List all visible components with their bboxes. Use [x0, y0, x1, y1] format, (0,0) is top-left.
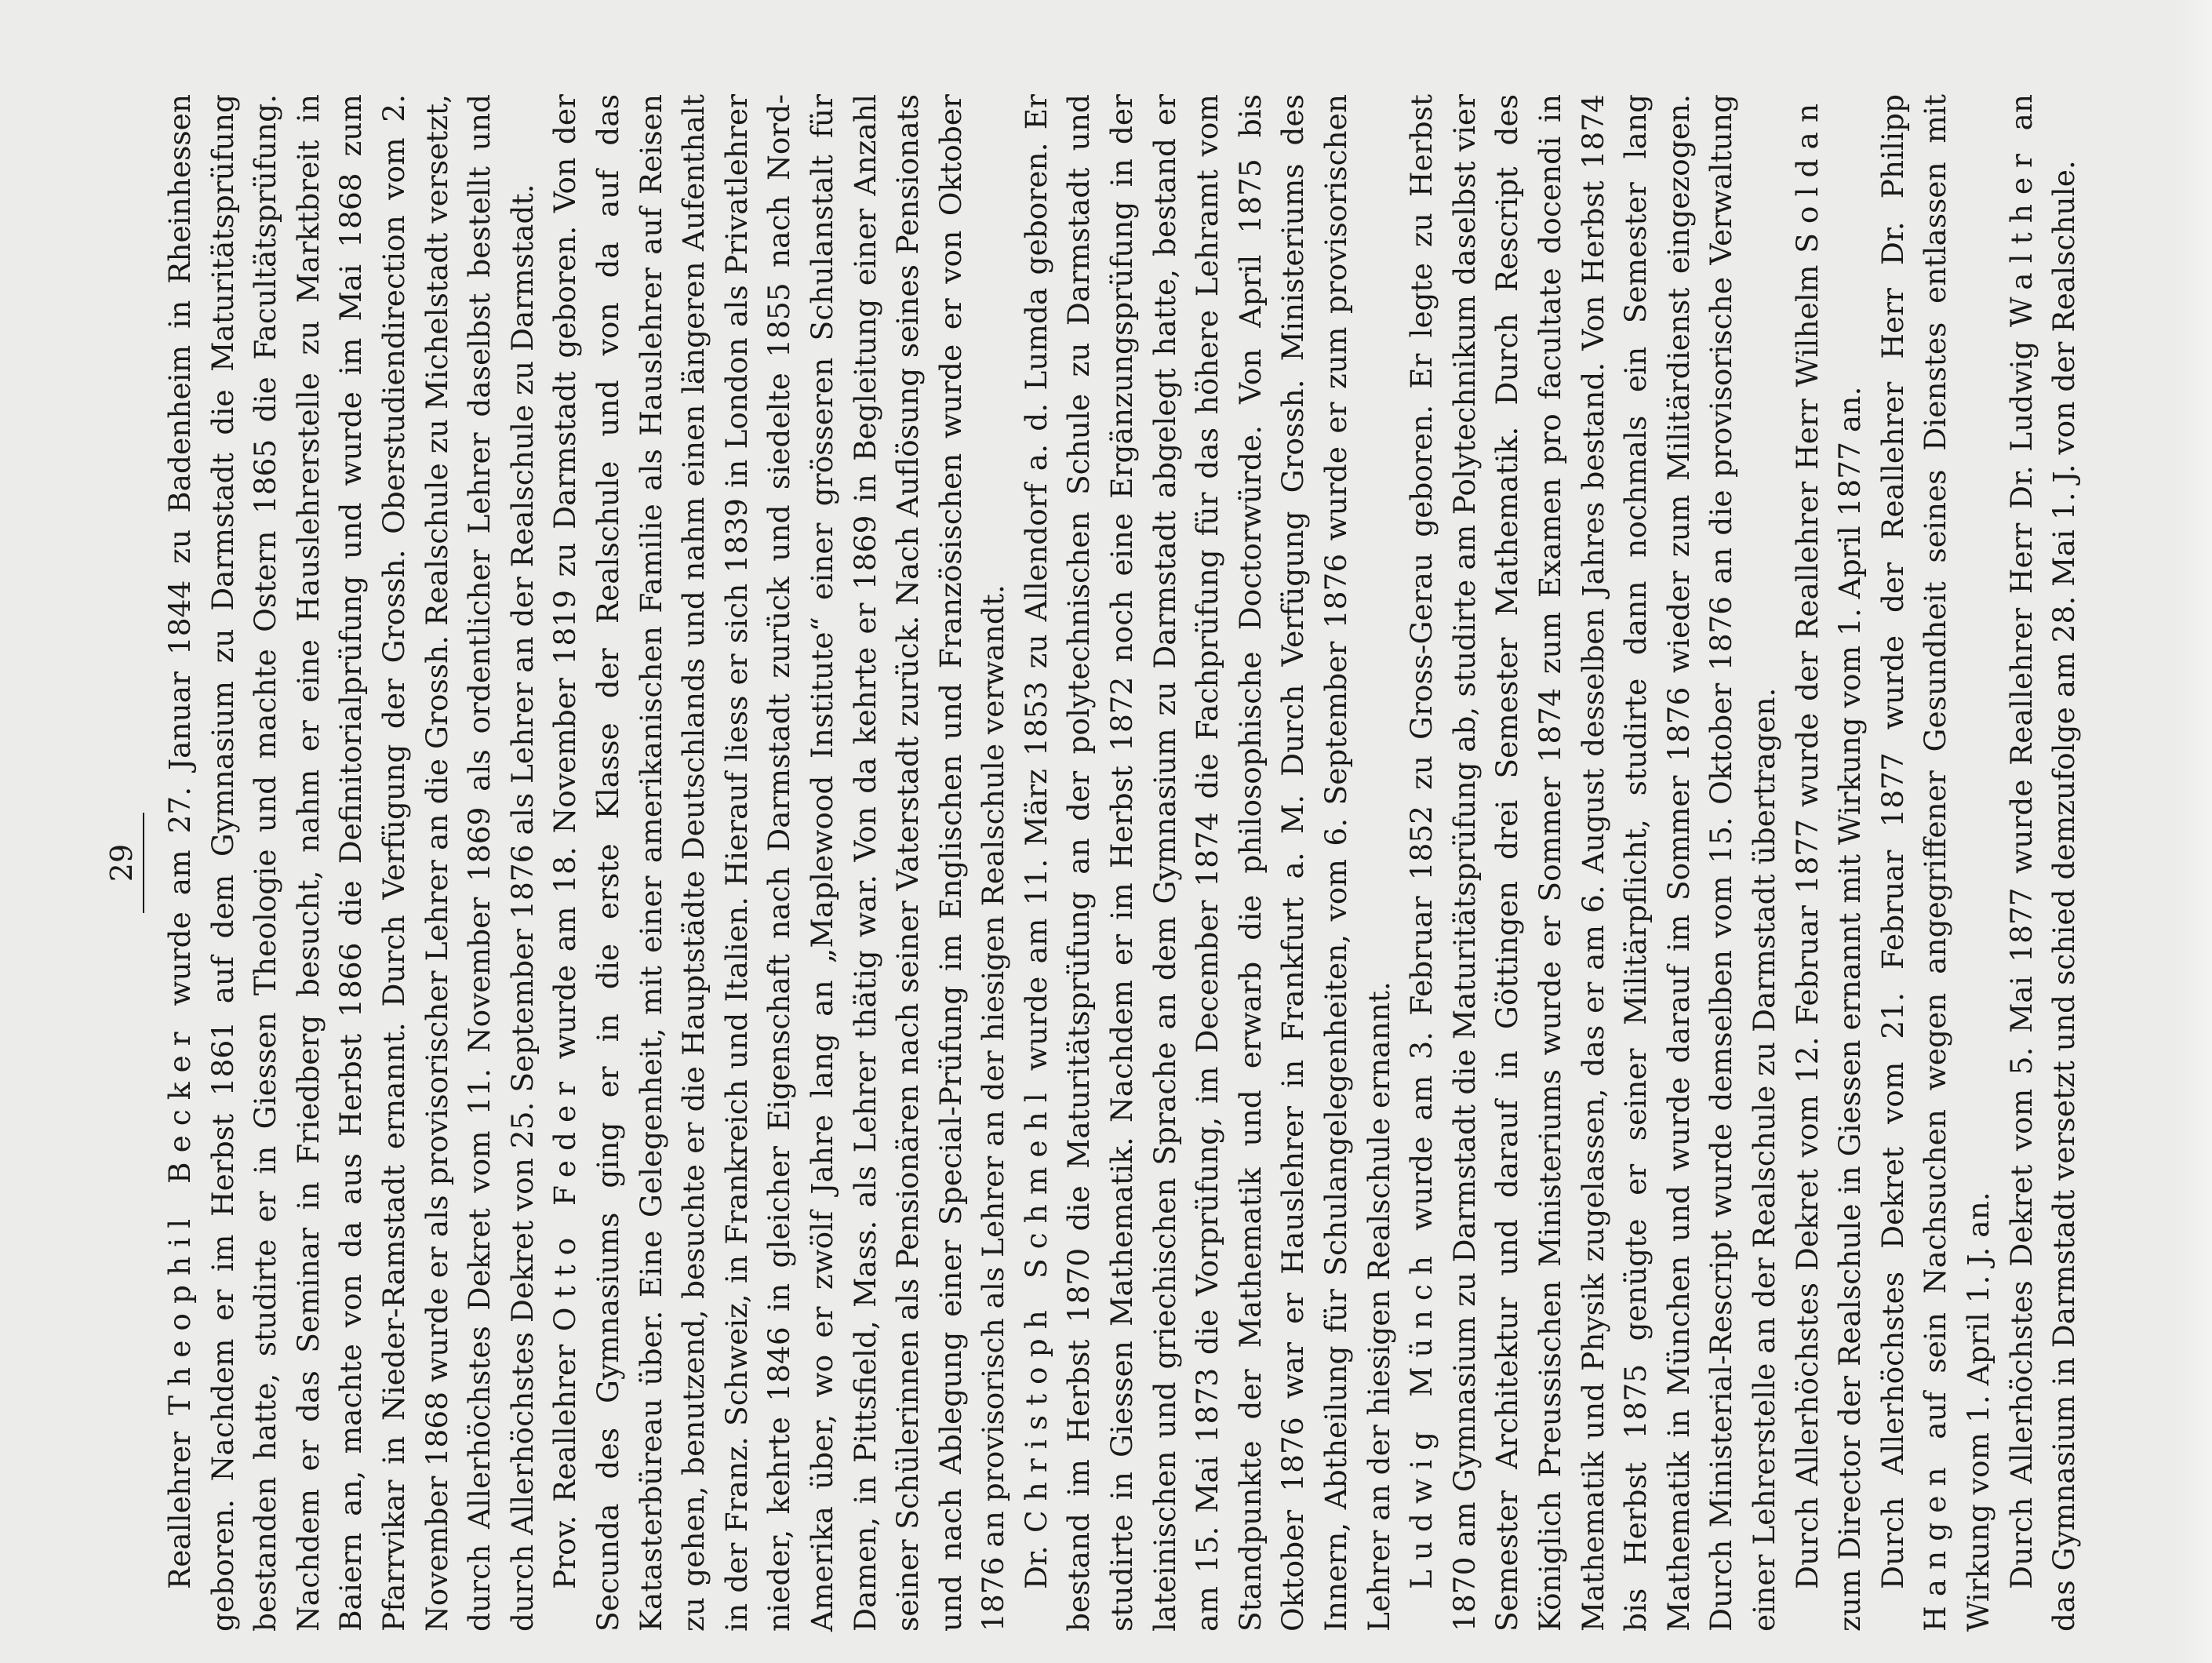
person-name: Theophil Becker — [162, 1022, 197, 1415]
paragraph-prefix: Prov. Reallehrer — [548, 1331, 583, 1589]
page-number — [102, 94, 144, 1632]
paragraph-prefix: Durch Allerhöchstes Dekret vom 21. Februar 1877 wurde der Reallehrer Herr Dr. Philipp — [1875, 94, 1910, 1589]
paragraph-text: an das Gymnasium in Darmstadt versetzt und schied demzufolge am 28. Mai 1. J. von der Realschule. — [2003, 94, 2082, 1632]
person-name: Ludwig Münch — [1404, 1246, 1439, 1589]
paragraph-text: wurde am 27. Januar 1844 zu Badenheim in Rheinhessen geboren. Nachdem er im Herbst 1861 auf dem Gymnasium zu Darmstadt die Maturitätsprüfung bestanden hatte, studirte er in Giessen Theologie und machte Ostern 1865 die Facultätsprüfung. Nachdem er das Seminar in Friedberg besucht, nahm er eine Hauslehrerstelle zu Marktbreit in Baiern an, machte von da aus Herbst 1866 die Definitorialprüfung und wurde im Mai 1868 zum Pfarrvikar in Nieder-Ramstadt ernannt. Durch Verfügung der Grossh. Oberstudiendirection vom 2. November 1868 wurde er als provisorischer Lehrer an die Grossh. Realschule zu Michelstadt versetzt, durch Allerhöchstes Dekret vom 11. November 1869 als ordentlicher Lehrer daselbst bestellt und durch Allerhöchstes Dekret von 25. September 1876 als Lehrer an der Realschule zu Darmstadt. — [162, 94, 540, 1632]
paragraph-prefix: Reallehrer — [162, 1414, 197, 1589]
paragraph-text: auf sein Nachsuchen wegen angegriffener Gesundheit seines Dienstes entlassen mit Wirkung vom 1. April 1. J. an. — [1918, 94, 1996, 1632]
person-name: Christoph Schmehl — [1018, 1083, 1053, 1534]
scan-edge-shadow — [2181, 0, 2212, 1663]
person-name: Walther — [2003, 144, 2039, 328]
rotated-document-page — [102, 94, 2110, 1632]
paragraph-feder — [544, 94, 1015, 1632]
paragraph-text: wurde am 3. Februar 1852 zu Gross-Gerau geboren. Er legte zu Herbst 1870 am Gymnasium zu Darmstadt die Maturitätsprüfung ab, studirte am Polytechnikum daselbst vier Semester Architektur und darauf in Göttingen drei Semester Mathematik. Durch Rescript des Königlich Preussischen Ministeriums wurde er Sommer 1874 zum Examen pro facultate docendi in Mathematik und Physik zugelassen, das er am 6. August desselben Jahres bestand. Von Herbst 1874 bis Herbst 1875 genügte er seiner Militärpflicht, studirte dann nochmals ein Semester lang Mathematik in München und wurde darauf im Sommer 1876 wieder zum Militärdienst eingezogen. Durch Ministerial-Rescript wurde demselben vom 15. Oktober 1876 an die provisorische Verwaltung einer Lehrerstelle an der Realschule zu Darmstadt übertragen. — [1404, 94, 1781, 1632]
paragraph-text: wurde am 11. März 1853 zu Allendorf a. d. Lumda geboren. Er bestand im Herbst 1870 die Maturitätsprüfung an der polytechnischen Schule zu Darmstadt und studirte in Giessen Mathematik. Nachdem er im Herbst 1872 noch eine Ergänzungsprüfung in der lateinischen und griechischen Sprache an dem Gymnasium zu Darmstadt abgelegt hatte, bestand er am 15. Mai 1873 die Vorprüfung, im December 1874 die Fachprüfung für das höhere Lehramt vom Standpunkte der Mathematik und erwarb die philosophische Doctorwürde. Von April 1875 bis Oktober 1876 war er Hauslehrer in Frankfurt a. M. Durch Verfügung Grossh. Ministeriums des Innern, Abtheilung für Schulangelegenheiten, vom 6. September 1876 wurde er zum provisorischen Lehrer an der hiesigen Realschule ernannt. — [1018, 94, 1396, 1632]
paragraph-schmehl — [1015, 94, 1400, 1632]
person-name: Soldan — [1789, 94, 1825, 253]
person-name: Otto Feder — [548, 1072, 583, 1332]
page-number-text: 29 — [102, 813, 144, 913]
paragraph-prefix: Dr. — [1018, 1533, 1053, 1589]
paragraph-hangen — [1872, 94, 2000, 1632]
paragraph-text: zum Director der Realschule in Giessen ernannt mit Wirkung vom 1. April 1877 an. — [1832, 386, 1868, 1632]
paragraph-soldan — [1786, 94, 1872, 1632]
paragraph-prefix: Durch Allerhöchstes Dekret vom 12. Februar 1877 wurde der Reallehrer Herr Wilhelm — [1789, 253, 1825, 1589]
paragraph-text: wurde am 18. November 1819 zu Darmstadt geboren. Von der Secunda des Gymnasiums ging er in die erste Klasse der Realschule und von da auf das Katasterbüreau über. Eine Gelegenheit, mit einer amerikanischen Familie als Hauslehrer auf Reisen zu gehen, benutzend, besuchte er die Hauptstädte Deutschlands und nahm einen längeren Aufenthalt in der Franz. Schweiz, in Frankreich und Italien. Hierauf liess er sich 1839 in London als Privatlehrer nieder, kehrte 1846 in gleicher Eigenschaft nach Darmstadt zurück und siedelte 1855 nach Nord-Amerika über, wo er zwölf Jahre lang an „Maplewood Institute“ einer grösseren Schulanstalt für Damen, in Pittsfield, Mass. als Lehrer thätig war. Von da kehrte er 1869 in Begleitung einer Anzahl seiner Schülerinnen als Pensionären nach seiner Vaterstadt zurück. Nach Auflösung seines Pensionats und nach Ablegung einer Special-Prüfung im Englischen und Französischen wurde er von Oktober 1876 an provisorisch als Lehrer an der hiesigen Realschule verwandt. — [548, 94, 1011, 1632]
paragraph-walther — [2000, 94, 2086, 1632]
person-name: Hangen — [1918, 1457, 1953, 1632]
paragraph-prefix: Durch Allerhöchstes Dekret vom 5. Mai 1877 wurde Reallehrer Herr Dr. Ludwig — [2003, 327, 2039, 1589]
paragraph-muench — [1400, 94, 1785, 1632]
paragraph-becker — [158, 94, 544, 1632]
